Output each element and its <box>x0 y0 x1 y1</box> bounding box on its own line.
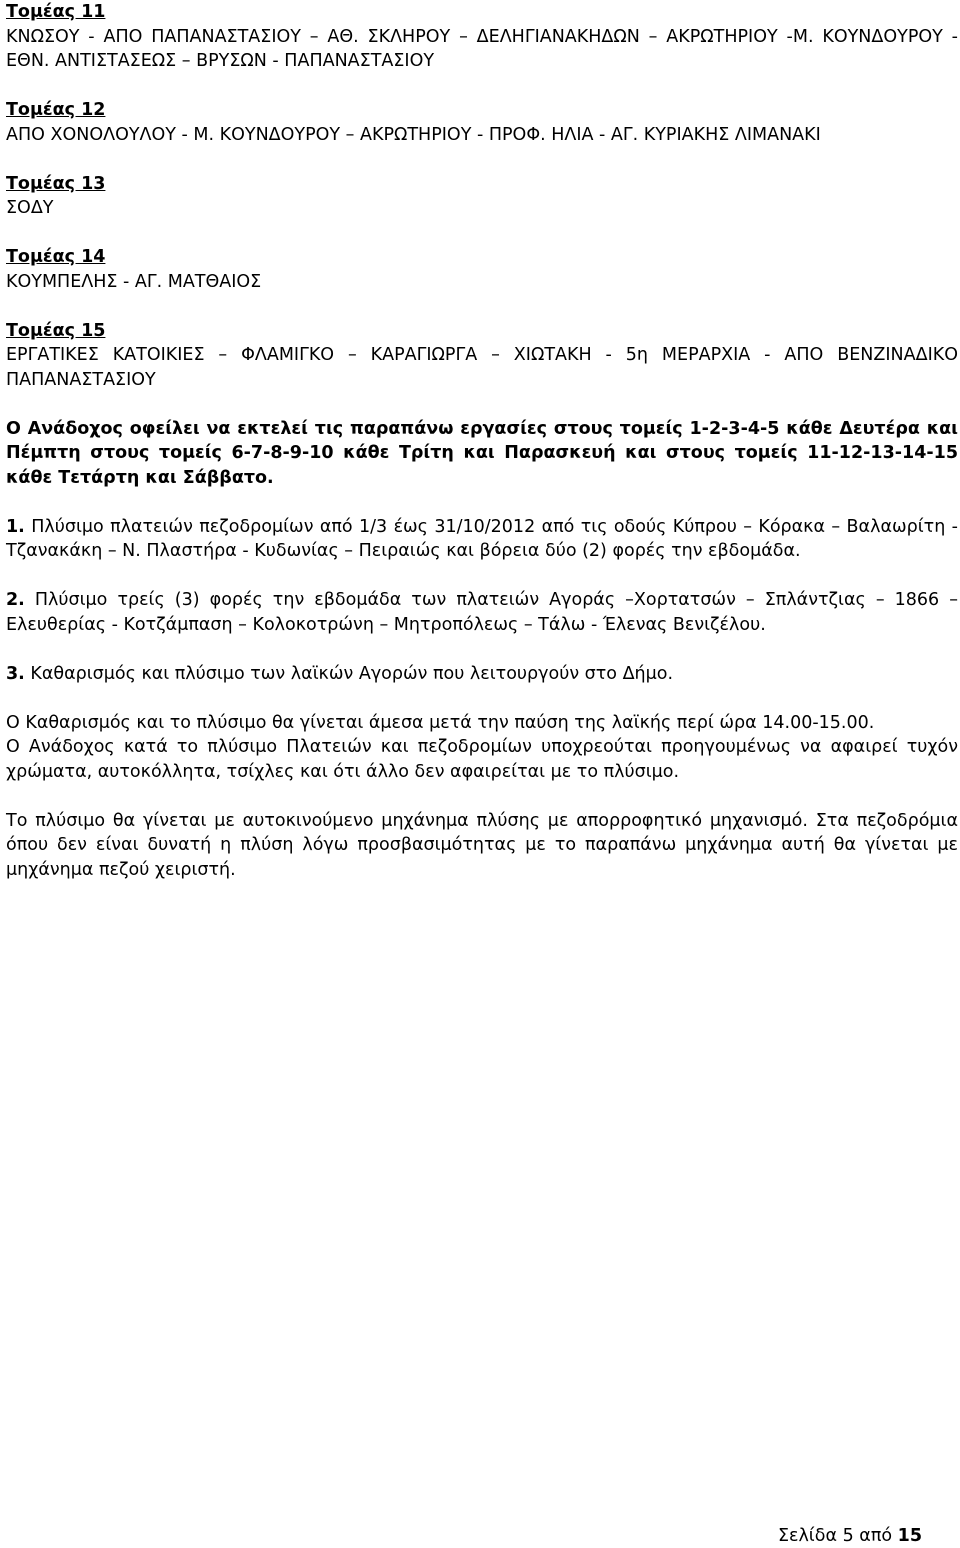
page-footer <box>778 1524 922 1548</box>
document-page <box>6 0 958 882</box>
item-number: 2. <box>6 590 25 610</box>
item-number: 1. <box>6 516 25 537</box>
cleaning-time-paragraph: Ο Καθαρισμός και το πλύσιμο θα γίνεται άμεσα μετά την παύση της λαϊκής περί ώρα 14.00-15.00. <box>6 712 875 733</box>
sector-streets: ΚΟΥΜΠΕΛΗΣ - ΑΓ. ΜΑΤΘΑΙΟΣ <box>6 271 262 292</box>
schedule-paragraph: Ο Ανάδοχος οφείλει να εκτελεί τις παραπάνω εργασίες στους τομείς 1-2-3-4-5 κάθε Δευτέρα και Πέμπτη στους τομείς 6-7-8-9-10 κάθε Τρίτη και Παρασκευή και στους τομείς 11-12-13-14-15 κάθε Τετάρτη και Σάββατο. <box>6 418 958 488</box>
page-label: Σελίδα <box>777 1526 837 1546</box>
sector-11 <box>6 0 958 74</box>
sector-title: Τομέας 14 <box>6 247 106 267</box>
total-pages: 15 <box>897 1526 922 1546</box>
item-text: Πλύσιμο τρείς (3) φορές την εβδομάδα των πλατειών Αγοράς –Χορτατσών – Σπλάντζιας – 1866 – Ελευθερίας - Κοτζάμπαση – Κολοκοτρώνη – Μητροπόλεως – Τάλω - Έλενας Βενιζέλου. <box>6 590 958 635</box>
item-text: Πλύσιμο πλατειών πεζοδρομίων από 1/3 έως 31/10/2012 από τις οδούς Κύπρου – Κόρακα – Βαλαωρίτη - Τζανακάκη – Ν. Πλαστήρα - Κυδωνίας – Πειραιώς και βόρεια δύο (2) φορές την εβδομάδα. <box>6 516 958 561</box>
machine-paragraph: Το πλύσιμο θα γίνεται με αυτοκινούμενο μηχάνημα πλύσης με απορροφητικό μηχανισμό. Στα πεζοδρόμια όπου δεν είναι δυνατή η πλύση λόγω προσβασιμότητας με το παραπάνω μηχάνημα αυτή θα γίνεται με μηχάνημα πεζού χειριστή. <box>6 810 958 880</box>
sector-title: Τομέας 11 <box>6 2 106 22</box>
sector-streets: ΣΟΔΥ <box>6 198 54 218</box>
sector-title: Τομέας 15 <box>6 320 106 341</box>
work-item-1 <box>6 515 958 564</box>
sector-streets: ΕΡΓΑΤΙΚΕΣ ΚΑΤΟΙΚΙΕΣ – ΦΛΑΜΙΓΚΟ – ΚΑΡΑΓΙΩΡΓΑ – ΧΙΩΤΑΚΗ - 5η ΜΕΡΑΡΧΙΑ - ΑΠΟ ΒΕΝΖΙΝΑΔΙΚΟ ΠΑΠΑΝΑΣΤΑΣΙΟΥ <box>6 345 958 390</box>
sector-14 <box>6 245 958 294</box>
sector-13 <box>6 172 958 221</box>
sector-streets: ΚΝΩΣΟΥ - ΑΠΟ ΠΑΠΑΝΑΣΤΑΣΙΟΥ – ΑΘ. ΣΚΛΗΡΟΥ – ΔΕΛΗΓΙΑΝΑΚΗΔΩΝ – ΑΚΡΩΤΗΡΙΟΥ -Μ. ΚΟΥΝΔΟΥΡΟΥ - ΕΘΝ. ΑΝΤΙΣΤΑΣΕΩΣ – ΒΡΥΣΩΝ - ΠΑΠΑΝΑΣΤΑΣΙΟΥ <box>6 26 958 71</box>
page-number: 5 <box>842 1526 854 1546</box>
sector-streets: ΑΠΟ ΧΟΝΟΛΟΥΛΟΥ - Μ. ΚΟΥΝΔΟΥΡΟΥ – ΑΚΡΩΤΗΡΙΟΥ - ΠΡΟΦ. ΗΛΙΑ - ΑΓ. ΚΥΡΙΑΚΗΣ ΛΙΜΑΝΑΚΙ <box>6 124 821 145</box>
item-text: Καθαρισμός και πλύσιμο των λαϊκών Αγορών που λειτουργούν στο Δήμο. <box>24 663 674 684</box>
sector-15 <box>6 319 958 393</box>
sector-12 <box>6 98 958 147</box>
sector-title: Τομέας 12 <box>6 100 106 120</box>
work-item-2 <box>6 588 958 637</box>
work-item-3 <box>6 662 958 687</box>
contractor-paragraph: Ο Ανάδοχος κατά το πλύσιμο Πλατειών και πεζοδρομίων υποχρεούται προηγουμένως να αφαιρεί τυχόν χρώματα, αυτοκόλλητα, τσίχλες και ότι άλλο δεν αφαιρείται με το πλύσιμο. <box>6 737 958 782</box>
item-number: 3. <box>6 663 25 684</box>
of-label: από <box>859 1526 893 1546</box>
sector-title: Τομέας 13 <box>6 173 106 194</box>
